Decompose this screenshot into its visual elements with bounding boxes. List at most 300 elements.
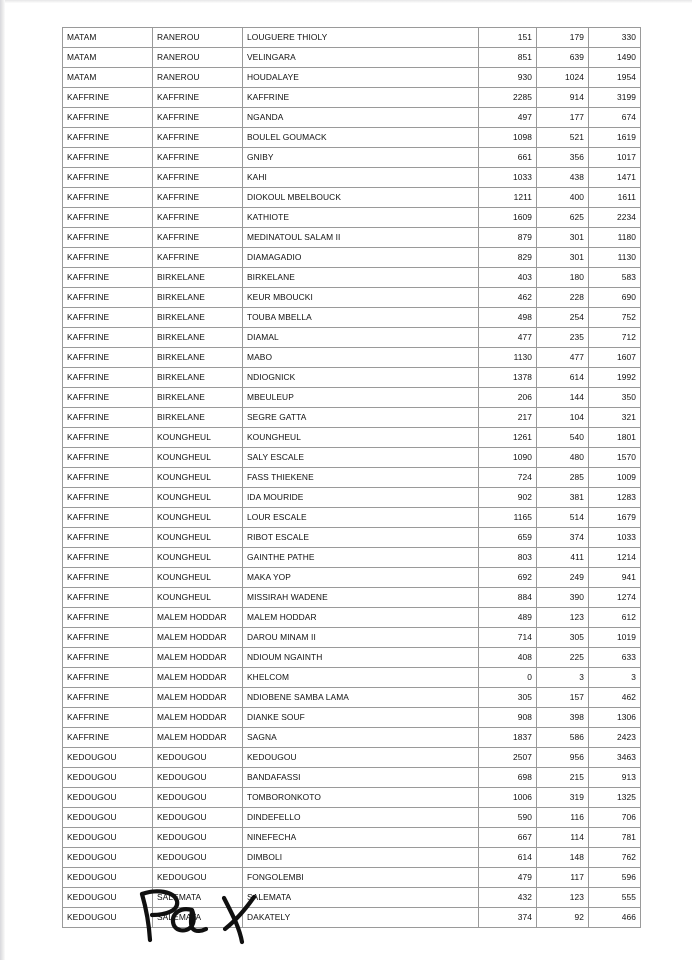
cell-total: 1992 (589, 368, 641, 388)
cell-departement: KOUNGHEUL (153, 448, 243, 468)
cell-total: 1214 (589, 548, 641, 568)
cell-value-1: 217 (479, 408, 537, 428)
cell-commune: DIAMAL (243, 328, 479, 348)
cell-region: KEDOUGOU (63, 808, 153, 828)
table-row (63, 768, 641, 788)
cell-value-2: 540 (537, 428, 589, 448)
cell-departement: KAFFRINE (153, 248, 243, 268)
cell-value-1: 902 (479, 488, 537, 508)
cell-commune: KHELCOM (243, 668, 479, 688)
cell-departement: KEDOUGOU (153, 808, 243, 828)
cell-commune: KATHIOTE (243, 208, 479, 228)
cell-value-1: 1211 (479, 188, 537, 208)
cell-commune: DIMBOLI (243, 848, 479, 868)
cell-value-1: 1609 (479, 208, 537, 228)
cell-departement: RANEROU (153, 28, 243, 48)
cell-value-1: 1098 (479, 128, 537, 148)
cell-total: 1019 (589, 628, 641, 648)
cell-region: KAFFRINE (63, 168, 153, 188)
cell-value-1: 1837 (479, 728, 537, 748)
cell-value-1: 403 (479, 268, 537, 288)
cell-value-2: 123 (537, 608, 589, 628)
cell-region: KAFFRINE (63, 568, 153, 588)
cell-value-1: 590 (479, 808, 537, 828)
cell-departement: SALEMATA (153, 888, 243, 908)
cell-value-2: 180 (537, 268, 589, 288)
cell-commune: NGANDA (243, 108, 479, 128)
table-row (63, 148, 641, 168)
cell-departement: KAFFRINE (153, 88, 243, 108)
cell-departement: KAFFRINE (153, 188, 243, 208)
cell-commune: SALY ESCALE (243, 448, 479, 468)
cell-total: 3463 (589, 748, 641, 768)
cell-total: 1306 (589, 708, 641, 728)
cell-value-1: 803 (479, 548, 537, 568)
cell-total: 330 (589, 28, 641, 48)
cell-commune: KAHI (243, 168, 479, 188)
cell-total: 1274 (589, 588, 641, 608)
cell-value-2: 514 (537, 508, 589, 528)
cell-region: MATAM (63, 68, 153, 88)
table-row (63, 28, 641, 48)
table-row (63, 468, 641, 488)
cell-commune: TOMBORONKOTO (243, 788, 479, 808)
cell-commune: GNIBY (243, 148, 479, 168)
cell-region: KAFFRINE (63, 508, 153, 528)
cell-total: 781 (589, 828, 641, 848)
cell-commune: NDIOBENE SAMBA LAMA (243, 688, 479, 708)
cell-commune: DIAMAGADIO (243, 248, 479, 268)
cell-commune: IDA MOURIDE (243, 488, 479, 508)
cell-total: 1017 (589, 148, 641, 168)
cell-region: KAFFRINE (63, 88, 153, 108)
cell-value-1: 462 (479, 288, 537, 308)
cell-value-2: 179 (537, 28, 589, 48)
cell-region: KAFFRINE (63, 148, 153, 168)
cell-total: 1619 (589, 128, 641, 148)
cell-region: KAFFRINE (63, 288, 153, 308)
table-row (63, 128, 641, 148)
table-row (63, 248, 641, 268)
cell-region: KEDOUGOU (63, 828, 153, 848)
cell-departement: KAFFRINE (153, 128, 243, 148)
cell-region: KEDOUGOU (63, 888, 153, 908)
cell-departement: KOUNGHEUL (153, 428, 243, 448)
cell-region: KEDOUGOU (63, 848, 153, 868)
cell-total: 712 (589, 328, 641, 348)
table-row (63, 108, 641, 128)
cell-departement: KEDOUGOU (153, 748, 243, 768)
cell-commune: DAKATELY (243, 908, 479, 928)
cell-departement: BIRKELANE (153, 328, 243, 348)
cell-value-2: 215 (537, 768, 589, 788)
cell-value-1: 1130 (479, 348, 537, 368)
cell-departement: KEDOUGOU (153, 768, 243, 788)
cell-departement: BIRKELANE (153, 388, 243, 408)
data-table-container (62, 27, 640, 928)
table-row (63, 688, 641, 708)
cell-value-2: 586 (537, 728, 589, 748)
cell-value-1: 374 (479, 908, 537, 928)
cell-value-2: 381 (537, 488, 589, 508)
cell-value-1: 698 (479, 768, 537, 788)
cell-departement: RANEROU (153, 68, 243, 88)
cell-total: 3199 (589, 88, 641, 108)
cell-total: 913 (589, 768, 641, 788)
table-row (63, 88, 641, 108)
table-row (63, 588, 641, 608)
cell-total: 706 (589, 808, 641, 828)
table-row (63, 68, 641, 88)
cell-value-1: 1165 (479, 508, 537, 528)
cell-total: 1033 (589, 528, 641, 548)
cell-region: KAFFRINE (63, 668, 153, 688)
cell-value-2: 374 (537, 528, 589, 548)
cell-total: 762 (589, 848, 641, 868)
cell-total: 674 (589, 108, 641, 128)
cell-departement: KOUNGHEUL (153, 568, 243, 588)
cell-departement: KOUNGHEUL (153, 488, 243, 508)
cell-value-1: 479 (479, 868, 537, 888)
cell-commune: KAFFRINE (243, 88, 479, 108)
cell-region: KAFFRINE (63, 488, 153, 508)
cell-region: KAFFRINE (63, 388, 153, 408)
cell-region: KEDOUGOU (63, 768, 153, 788)
table-row (63, 408, 641, 428)
cell-value-1: 497 (479, 108, 537, 128)
cell-region: KAFFRINE (63, 208, 153, 228)
cell-departement: KOUNGHEUL (153, 468, 243, 488)
cell-commune: KEDOUGOU (243, 748, 479, 768)
cell-region: KAFFRINE (63, 728, 153, 748)
cell-value-2: 390 (537, 588, 589, 608)
cell-commune: MBEULEUP (243, 388, 479, 408)
cell-value-1: 667 (479, 828, 537, 848)
cell-value-1: 1261 (479, 428, 537, 448)
table-row (63, 648, 641, 668)
table-row (63, 368, 641, 388)
cell-total: 1471 (589, 168, 641, 188)
cell-commune: RIBOT ESCALE (243, 528, 479, 548)
cell-region: KEDOUGOU (63, 868, 153, 888)
cell-total: 555 (589, 888, 641, 908)
cell-value-1: 851 (479, 48, 537, 68)
cell-departement: BIRKELANE (153, 368, 243, 388)
table-row (63, 828, 641, 848)
cell-value-1: 884 (479, 588, 537, 608)
cell-value-1: 1090 (479, 448, 537, 468)
cell-value-1: 661 (479, 148, 537, 168)
table-row (63, 288, 641, 308)
table-row (63, 228, 641, 248)
cell-region: KAFFRINE (63, 428, 153, 448)
cell-total: 2234 (589, 208, 641, 228)
cell-commune: DIOKOUL MBELBOUCK (243, 188, 479, 208)
cell-value-1: 408 (479, 648, 537, 668)
cell-value-2: 521 (537, 128, 589, 148)
table-row (63, 548, 641, 568)
cell-region: KAFFRINE (63, 308, 153, 328)
cell-departement: MALEM HODDAR (153, 668, 243, 688)
cell-commune: NINEFECHA (243, 828, 479, 848)
cell-value-2: 235 (537, 328, 589, 348)
cell-value-2: 477 (537, 348, 589, 368)
cell-departement: MALEM HODDAR (153, 608, 243, 628)
cell-value-1: 930 (479, 68, 537, 88)
cell-departement: BIRKELANE (153, 268, 243, 288)
cell-region: MATAM (63, 48, 153, 68)
cell-departement: MALEM HODDAR (153, 648, 243, 668)
cell-departement: KAFFRINE (153, 108, 243, 128)
cell-departement: KAFFRINE (153, 208, 243, 228)
cell-commune: SEGRE GATTA (243, 408, 479, 428)
cell-region: KAFFRINE (63, 128, 153, 148)
table-row (63, 48, 641, 68)
cell-commune: LOUGUERE THIOLY (243, 28, 479, 48)
cell-total: 3 (589, 668, 641, 688)
cell-value-1: 714 (479, 628, 537, 648)
cell-value-1: 614 (479, 848, 537, 868)
cell-value-1: 498 (479, 308, 537, 328)
cell-value-1: 908 (479, 708, 537, 728)
table-row (63, 628, 641, 648)
table-row (63, 488, 641, 508)
cell-commune: DAROU MINAM II (243, 628, 479, 648)
cell-departement: KEDOUGOU (153, 868, 243, 888)
cell-value-1: 477 (479, 328, 537, 348)
table-row (63, 528, 641, 548)
cell-value-1: 879 (479, 228, 537, 248)
cell-value-1: 692 (479, 568, 537, 588)
cell-departement: KEDOUGOU (153, 848, 243, 868)
cell-total: 612 (589, 608, 641, 628)
cell-value-2: 123 (537, 888, 589, 908)
cell-value-1: 659 (479, 528, 537, 548)
cell-commune: BIRKELANE (243, 268, 479, 288)
cell-value-2: 398 (537, 708, 589, 728)
cell-total: 321 (589, 408, 641, 428)
cell-value-1: 432 (479, 888, 537, 908)
cell-commune: BANDAFASSI (243, 768, 479, 788)
cell-total: 1283 (589, 488, 641, 508)
table-row (63, 208, 641, 228)
table-row (63, 268, 641, 288)
cell-departement: MALEM HODDAR (153, 628, 243, 648)
cell-total: 1180 (589, 228, 641, 248)
cell-commune: MEDINATOUL SALAM II (243, 228, 479, 248)
cell-departement: MALEM HODDAR (153, 728, 243, 748)
cell-departement: BIRKELANE (153, 408, 243, 428)
cell-departement: BIRKELANE (153, 288, 243, 308)
cell-value-2: 3 (537, 668, 589, 688)
cell-total: 583 (589, 268, 641, 288)
cell-region: KAFFRINE (63, 608, 153, 628)
cell-value-2: 249 (537, 568, 589, 588)
cell-region: KAFFRINE (63, 548, 153, 568)
table-row (63, 728, 641, 748)
cell-value-1: 305 (479, 688, 537, 708)
cell-commune: MALEM HODDAR (243, 608, 479, 628)
cell-value-2: 228 (537, 288, 589, 308)
cell-commune: NDIOUM NGAINTH (243, 648, 479, 668)
cell-region: KAFFRINE (63, 248, 153, 268)
cell-total: 633 (589, 648, 641, 668)
cell-total: 1679 (589, 508, 641, 528)
cell-commune: SALEMATA (243, 888, 479, 908)
cell-value-1: 151 (479, 28, 537, 48)
table-row (63, 668, 641, 688)
cell-value-2: 956 (537, 748, 589, 768)
cell-departement: KAFFRINE (153, 228, 243, 248)
cell-value-2: 92 (537, 908, 589, 928)
cell-total: 1009 (589, 468, 641, 488)
cell-region: KAFFRINE (63, 588, 153, 608)
cell-total: 1570 (589, 448, 641, 468)
table-row (63, 188, 641, 208)
cell-commune: SAGNA (243, 728, 479, 748)
table-row (63, 608, 641, 628)
cell-region: KAFFRINE (63, 108, 153, 128)
cell-commune: FONGOLEMBI (243, 868, 479, 888)
cell-value-2: 225 (537, 648, 589, 668)
cell-departement: KEDOUGOU (153, 788, 243, 808)
cell-value-2: 301 (537, 228, 589, 248)
table-row (63, 428, 641, 448)
cell-total: 690 (589, 288, 641, 308)
cell-region: KAFFRINE (63, 708, 153, 728)
cell-total: 752 (589, 308, 641, 328)
cell-commune: MAKA YOP (243, 568, 479, 588)
cell-departement: KEDOUGOU (153, 828, 243, 848)
cell-departement: BIRKELANE (153, 348, 243, 368)
cell-total: 941 (589, 568, 641, 588)
cell-region: MATAM (63, 28, 153, 48)
cell-total: 1954 (589, 68, 641, 88)
table-row (63, 788, 641, 808)
table-row (63, 388, 641, 408)
cell-total: 1607 (589, 348, 641, 368)
cell-commune: FASS THIEKENE (243, 468, 479, 488)
scan-edge-top (0, 0, 692, 3)
cell-region: KAFFRINE (63, 688, 153, 708)
cell-value-2: 157 (537, 688, 589, 708)
cell-value-1: 0 (479, 668, 537, 688)
handwriting-ink (132, 888, 272, 950)
cell-value-2: 914 (537, 88, 589, 108)
cell-value-2: 177 (537, 108, 589, 128)
table-row (63, 328, 641, 348)
cell-region: KAFFRINE (63, 528, 153, 548)
table-row (63, 508, 641, 528)
table-row (63, 808, 641, 828)
cell-value-1: 829 (479, 248, 537, 268)
cell-total: 462 (589, 688, 641, 708)
cell-value-2: 411 (537, 548, 589, 568)
cell-region: KAFFRINE (63, 468, 153, 488)
cell-value-2: 480 (537, 448, 589, 468)
cell-departement: MALEM HODDAR (153, 708, 243, 728)
cell-total: 1801 (589, 428, 641, 448)
cell-value-2: 114 (537, 828, 589, 848)
cell-commune: KOUNGHEUL (243, 428, 479, 448)
cell-departement: KAFFRINE (153, 168, 243, 188)
cell-value-2: 305 (537, 628, 589, 648)
cell-value-1: 2285 (479, 88, 537, 108)
cell-commune: VELINGARA (243, 48, 479, 68)
cell-departement: KOUNGHEUL (153, 508, 243, 528)
cell-region: KAFFRINE (63, 268, 153, 288)
cell-commune: GAINTHE PATHE (243, 548, 479, 568)
cell-region: KAFFRINE (63, 328, 153, 348)
cell-commune: MISSIRAH WADENE (243, 588, 479, 608)
cell-value-1: 1378 (479, 368, 537, 388)
cell-region: KEDOUGOU (63, 908, 153, 928)
cell-departement: KAFFRINE (153, 148, 243, 168)
cell-total: 1490 (589, 48, 641, 68)
cell-value-2: 254 (537, 308, 589, 328)
table-row (63, 708, 641, 728)
cell-value-1: 206 (479, 388, 537, 408)
cell-value-1: 2507 (479, 748, 537, 768)
table-row (63, 168, 641, 188)
cell-commune: DIANKE SOUF (243, 708, 479, 728)
cell-region: KAFFRINE (63, 448, 153, 468)
cell-total: 466 (589, 908, 641, 928)
cell-value-2: 400 (537, 188, 589, 208)
cell-total: 1611 (589, 188, 641, 208)
cell-value-2: 614 (537, 368, 589, 388)
cell-commune: NDIOGNICK (243, 368, 479, 388)
cell-value-2: 148 (537, 848, 589, 868)
cell-total: 1325 (589, 788, 641, 808)
cell-total: 596 (589, 868, 641, 888)
cell-departement: KOUNGHEUL (153, 528, 243, 548)
cell-commune: KEUR MBOUCKI (243, 288, 479, 308)
cell-region: KAFFRINE (63, 628, 153, 648)
cell-commune: TOUBA MBELLA (243, 308, 479, 328)
cell-region: KAFFRINE (63, 648, 153, 668)
cell-value-2: 301 (537, 248, 589, 268)
cell-departement: KOUNGHEUL (153, 588, 243, 608)
cell-commune: DINDEFELLO (243, 808, 479, 828)
cell-region: KAFFRINE (63, 228, 153, 248)
cell-region: KAFFRINE (63, 408, 153, 428)
data-table (62, 27, 641, 928)
scan-edge-left (0, 0, 5, 960)
cell-departement: RANEROU (153, 48, 243, 68)
cell-value-2: 1024 (537, 68, 589, 88)
cell-region: KAFFRINE (63, 188, 153, 208)
cell-region: KAFFRINE (63, 348, 153, 368)
table-row (63, 748, 641, 768)
cell-commune: LOUR ESCALE (243, 508, 479, 528)
table-body (63, 28, 641, 928)
cell-value-2: 144 (537, 388, 589, 408)
table-row (63, 448, 641, 468)
table-row (63, 308, 641, 328)
cell-value-2: 319 (537, 788, 589, 808)
handwritten-page-marking (132, 888, 272, 950)
cell-total: 1130 (589, 248, 641, 268)
table-row (63, 868, 641, 888)
cell-value-2: 625 (537, 208, 589, 228)
table-row (63, 348, 641, 368)
cell-value-1: 1033 (479, 168, 537, 188)
cell-value-2: 639 (537, 48, 589, 68)
cell-value-1: 1006 (479, 788, 537, 808)
cell-value-2: 104 (537, 408, 589, 428)
cell-value-1: 724 (479, 468, 537, 488)
